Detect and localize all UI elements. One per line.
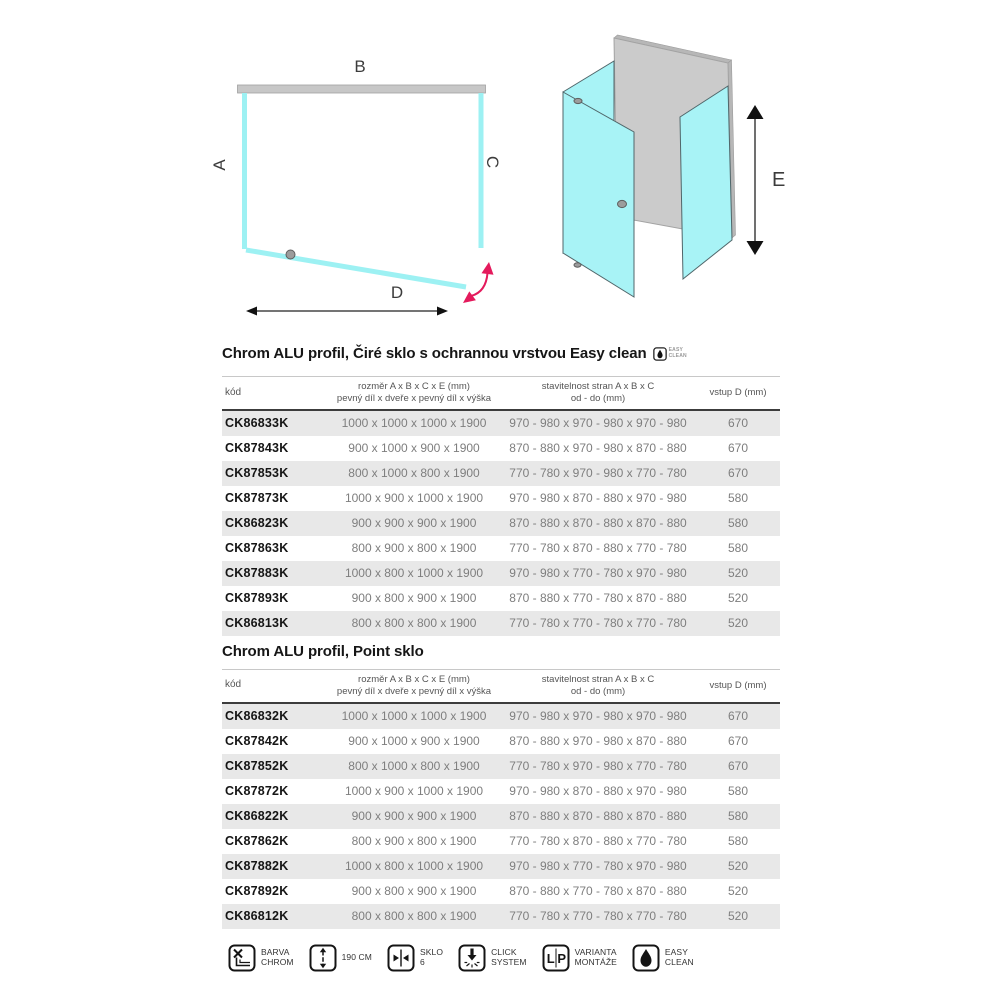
col-header-kod: kód [225,386,242,398]
feature-icons-bar [228,944,709,972]
spec-cell: 870 - 880 x 970 - 980 x 870 - 880 [509,441,687,456]
product-code: CK87893K [225,591,289,606]
col-header-rozmer: rozměr A x B x C x E (mm) pevný díl x dveře x pevný díl x výška [336,381,492,404]
table-row [222,611,780,636]
spec-table-point [222,669,780,929]
spec-cell: 800 x 800 x 800 x 1900 [351,909,477,923]
product-code: CK87852K [225,759,289,773]
section-title: Chrom ALU profil, Čiré sklo s ochrannou vrstvou Easy clean [222,345,647,362]
spec-cell: 770 - 780 x 970 - 980 x 770 - 780 [509,466,687,481]
section-heading-easy-clean [222,344,780,363]
spec-cell: 870 - 880 x 770 - 780 x 870 - 880 [509,591,687,606]
door-knob [286,250,295,259]
table-row [222,729,780,754]
plan-view [210,57,502,316]
col-header-stavitelnost: stavitelnost stran A x B x C od - do (mm) [541,673,655,697]
table-row [222,804,780,829]
spec-cell: 800 x 1000 x 800 x 1900 [348,466,480,481]
table-row [222,561,780,586]
easy-clean-badge [653,347,687,361]
label-b: B [354,57,366,76]
table-row [222,436,780,461]
product-code: CK86822K [225,809,289,823]
spec-cell: 520 [727,859,749,873]
spec-cell: 900 x 1000 x 900 x 1900 [348,441,480,456]
table-row [222,461,780,486]
product-code: CK87843K [225,441,289,456]
table-row [222,879,780,904]
spec-cell: 670 [727,709,749,723]
spec-cell: 580 [727,491,749,506]
spec-cell: 1000 x 900 x 1000 x 1900 [344,784,484,798]
spec-cell: 770 - 780 x 770 - 780 x 770 - 780 [509,909,687,923]
door-hinge-top [574,98,582,103]
spec-cell: 970 - 980 x 970 - 980 x 970 - 980 [509,416,687,431]
spec-cell: 900 x 1000 x 900 x 1900 [348,734,480,748]
product-code: CK86833K [225,416,289,431]
spec-cell: 580 [727,809,749,823]
spec-cell: 520 [727,884,749,898]
col-header-vstup: vstup D (mm) [709,679,767,691]
spec-cell: 520 [727,591,749,606]
feature-label: BARVA CHROM [261,947,294,967]
spec-cell: 770 - 780 x 970 - 980 x 770 - 780 [509,759,687,773]
product-code: CK86823K [225,516,289,531]
feature-label: SKLO 6 [419,947,444,967]
spec-cell: 900 x 800 x 900 x 1900 [351,884,477,898]
table-row [222,854,780,879]
table-row [222,486,780,511]
spec-cell: 670 [727,759,749,773]
product-code: CK87892K [225,884,289,898]
wall-bar [238,85,486,93]
table-row [222,410,780,436]
glass-thickness-icon [387,944,415,972]
easy-clean-icon [632,944,660,972]
feature-varianta-montaze [542,944,617,972]
spec-cell: 870 - 880 x 870 - 880 x 870 - 880 [509,516,687,531]
technical-diagram [200,20,810,330]
feature-label: 190 CM [341,952,372,963]
product-code: CK87842K [225,734,289,748]
product-code: CK86832K [225,709,289,723]
feature-click-system [458,944,527,972]
table-row [222,754,780,779]
spec-cell: 970 - 980 x 970 - 980 x 970 - 980 [509,709,687,723]
spec-cell: 800 x 900 x 800 x 1900 [351,541,477,556]
click-system-icon [458,944,486,972]
spec-table-easy-clean [222,376,780,636]
table-row [222,536,780,561]
spec-cell: 970 - 980 x 870 - 880 x 970 - 980 [509,491,687,506]
feature-height-190 [309,944,372,972]
product-code: CK87873K [225,491,289,506]
dim-arrowhead-right [437,307,448,316]
product-code: CK87883K [225,566,289,581]
svg-text:L: L [546,950,555,966]
table-row [222,586,780,611]
svg-text:P: P [556,950,566,966]
spec-cell: 770 - 780 x 870 - 880 x 770 - 780 [509,834,687,848]
spec-cell: 900 x 900 x 900 x 1900 [351,809,477,823]
spec-cell: 870 - 880 x 870 - 880 x 870 - 880 [509,809,687,823]
door-handle [618,200,627,207]
spec-cell: 1000 x 1000 x 1000 x 1900 [341,709,487,723]
spec-cell: 870 - 880 x 770 - 780 x 870 - 880 [509,884,687,898]
feature-label: VARIANTA MONTÁŽE [574,947,617,967]
feature-easy-clean [632,944,694,972]
dim-arrowhead-left [246,307,257,316]
spec-cell: 670 [727,734,749,748]
height-icon [309,944,337,972]
spec-cell: 1000 x 800 x 1000 x 1900 [344,859,484,873]
label-c: C [483,155,502,169]
col-header-rozmer: rozměr A x B x C x E (mm) pevný díl x dveře x pevný díl x výška [336,673,492,697]
iso-view [563,35,785,297]
door-swing-arc [471,273,488,296]
table-row [222,904,780,929]
spec-content [222,344,780,929]
spec-cell: 520 [727,909,749,923]
spec-cell: 970 - 980 x 870 - 880 x 970 - 980 [509,784,687,798]
easy-clean-drop-icon [653,347,667,361]
label-d: D [390,283,404,302]
table-row [222,779,780,804]
section-title: Chrom ALU profil, Point sklo [222,642,424,660]
spec-cell: 800 x 900 x 800 x 1900 [351,834,477,848]
mount-variant-icon [542,944,570,972]
product-code: CK86812K [225,909,289,923]
spec-cell: 670 [727,416,749,431]
table-row [222,829,780,854]
feature-label: CLICK SYSTEM [491,947,527,967]
col-header-kod: kód [225,679,242,691]
easy-clean-badge-text: EASY CLEAN [668,346,687,359]
spec-cell: 770 - 780 x 770 - 780 x 770 - 780 [509,616,687,631]
right-glass-panel [680,86,732,279]
height-arrowhead-top [747,105,764,119]
label-a: A [210,159,229,171]
spec-cell: 800 x 800 x 800 x 1900 [351,616,477,631]
feature-sklo-6 [387,944,443,972]
table-header-row [222,669,780,702]
col-header-stavitelnost: stavitelnost stran A x B x C od - do (mm) [541,381,655,404]
spec-cell: 580 [727,541,749,556]
product-code: CK87872K [225,784,289,798]
spec-cell: 580 [727,784,749,798]
spec-cell: 580 [727,834,749,848]
door-hinge-bottom [574,263,581,267]
feature-barva-chrom [228,944,294,972]
label-e: E [772,169,786,191]
col-header-vstup: vstup D (mm) [709,386,767,398]
table-row [222,511,780,536]
feature-label: EASY CLEAN [664,947,694,967]
barva-chrom-icon [228,944,256,972]
product-code: CK87853K [225,466,289,481]
product-code: CK86813K [225,616,289,631]
section-heading-point [222,642,780,661]
spec-cell: 670 [727,441,749,456]
table-row [222,703,780,729]
spec-cell: 870 - 880 x 970 - 980 x 870 - 880 [509,734,687,748]
spec-cell: 900 x 900 x 900 x 1900 [351,516,477,531]
spec-cell: 520 [727,566,749,581]
spec-cell: 970 - 980 x 770 - 780 x 970 - 980 [509,859,687,873]
height-arrowhead-bottom [747,241,764,255]
spec-cell: 970 - 980 x 770 - 780 x 970 - 980 [509,566,687,581]
product-code: CK87862K [225,834,289,848]
spec-cell: 1000 x 900 x 1000 x 1900 [344,491,484,506]
spec-cell: 1000 x 800 x 1000 x 1900 [344,566,484,581]
door-line [246,250,466,287]
spec-cell: 1000 x 1000 x 1000 x 1900 [341,416,487,431]
spec-cell: 520 [727,616,749,631]
spec-cell: 770 - 780 x 870 - 880 x 770 - 780 [509,541,687,556]
swing-arrowhead-down [463,291,476,303]
spec-cell: 580 [727,516,749,531]
product-code: CK87863K [225,541,289,556]
product-code: CK87882K [225,859,289,873]
swing-arrowhead-up [482,262,494,275]
spec-cell: 900 x 800 x 900 x 1900 [351,591,477,606]
spec-cell: 800 x 1000 x 800 x 1900 [348,759,480,773]
table-header-row [222,377,780,410]
spec-cell: 670 [727,466,749,481]
